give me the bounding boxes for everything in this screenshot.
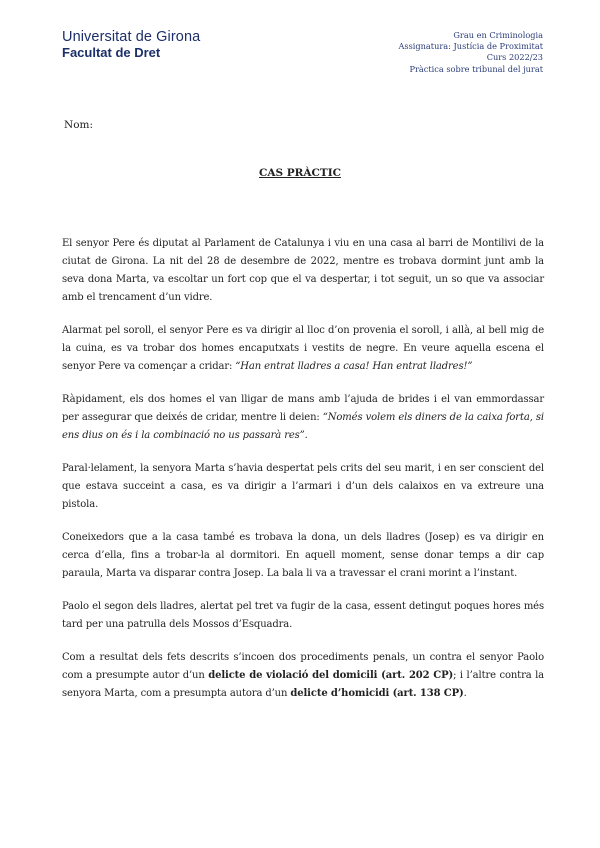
university-logo (62, 30, 200, 60)
paragraph-5: Coneixedors que a la casa també es trobava la dona, un dels lladres (Josep) es va dirigir en cerca d’ella, fins a trobar-la al dormitori. En aquell moment, sense donar temps a dir cap paraula, Marta va disparar contra Josep. La bala li va a travessar el crani morint a l’instant. (62, 532, 544, 579)
degree-line: Grau en Criminologia (453, 30, 543, 40)
university-name: Universitat de Girona (62, 29, 201, 45)
course-info (398, 30, 543, 75)
page-title: CAS PRÀCTIC (259, 167, 341, 179)
name-label: Nom: (64, 119, 94, 131)
subject-line: Assignatura: Justícia de Proximitat (398, 41, 543, 52)
paragraph-1: El senyor Pere és diputat al Parlament de Catalunya i viu en una casa al barri de Montilivi de la ciutat de Girona. La nit del 28 de desembre de 2022, mentre es trobava dormint junt amb la seva dona Marta, va escoltar un fort cop que el va despertar, i tot seguit, un so que va associar amb el trencament d’un vidre. (62, 238, 544, 303)
paragraph-3 (62, 391, 544, 445)
paragraph-2-text: Alarmat pel soroll, el senyor Pere es va dirigir al lloc d’on provenia el soroll, i allà, al bell mig de la cuina, es va trobar dos homes encaputxats i vestits de negre. En veure aquella escena el senyor Pere va començar a cridar: (62, 325, 544, 372)
paragraph-7-part-e: . (463, 688, 467, 699)
paragraph-7-part-c: ; i l’altre contra la senyora Marta, com a presumpta autora d’un (62, 670, 545, 699)
paragraph-6: Paolo el segon dels lladres, alertat pel tret va fugir de la casa, essent detingut poques hores més tard per una patrulla dels Mossos d’Esquadra. (62, 601, 544, 630)
year-line: Curs 2022/23 (486, 52, 543, 63)
practice-line: Pràctica sobre tribunal del jurat (409, 63, 543, 74)
offence-2: delicte d’homicidi (art. 138 CP) (290, 688, 464, 699)
paragraph-2-quote: “Han entrat lladres a casa! Han entrat lladres!” (235, 361, 473, 372)
paragraph-3-text: Ràpidament, els dos homes el van lligar de mans amb l’ajuda de brides i el van emmordassar per assegurar que deixés de cridar, mentre li deien: (62, 394, 544, 423)
paragraph-7-part-a: Com a resultat dels fets descrits s’incoen dos procediments penals, un contra el senyor Paolo com a presumpte autor d’un (62, 652, 544, 681)
paragraph-3-end: . (304, 430, 308, 441)
paragraph-7 (62, 649, 544, 703)
offence-1: delicte de violació del domicili (art. 202 CP) (208, 670, 454, 681)
paragraph-3-quote: “Només volem els diners de la caixa forta, si ens dius on és i la combinació no us passarà res” (62, 412, 544, 441)
paragraph-4: Paral·lelament, la senyora Marta s’havia despertat pels crits del seu marit, i en ser conscient del que estava succeint a casa, es va dirigir a l’armari i d’un dels calaixos en va extreure una pistola. (62, 463, 544, 510)
paragraph-2 (62, 322, 544, 376)
faculty-name: Facultat de Dret (62, 45, 161, 60)
case-body (62, 235, 544, 716)
